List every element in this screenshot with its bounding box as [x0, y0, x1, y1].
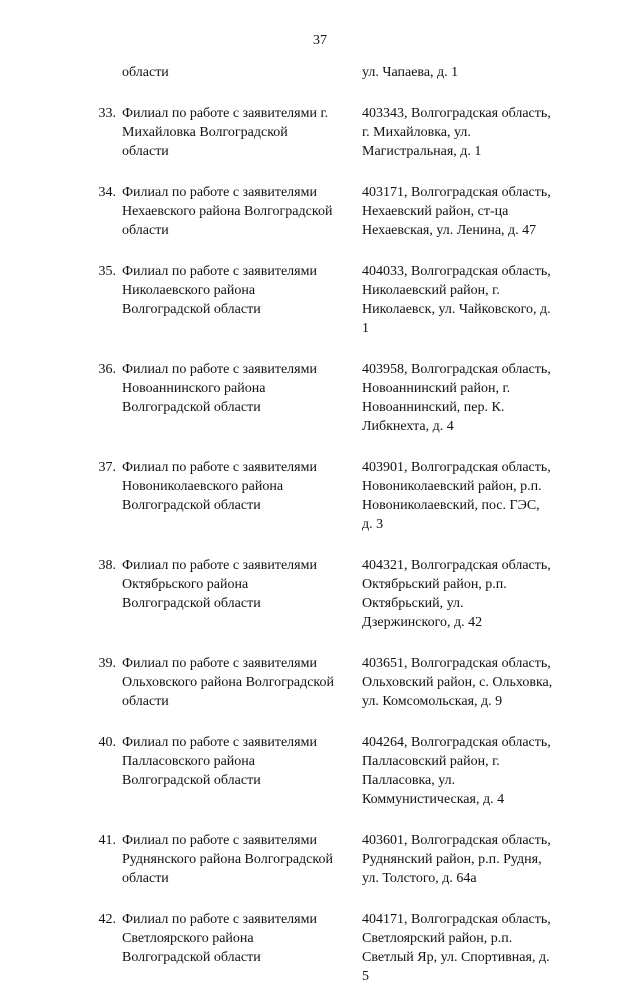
branch-address: 403651, Волгоградская область, Ольховский район, с. Ольховка, ул. Комсомольская, д. 9	[362, 656, 553, 709]
branch-name: Филиал по работе с заявителями Новоаннинского района Волгоградской области	[122, 362, 317, 415]
branch-address: 403171, Волгоградская область, Нехаевский район, ст-ца Нехаевская, ул. Ленина, д. 47	[362, 185, 551, 238]
branch-name: Филиал по работе с заявителями Новониколаевского района Волгоградской области	[122, 460, 317, 513]
branch-address: 404033, Волгоградская область, Николаевский район, г. Николаевск, ул. Чайковского, д. 1	[362, 264, 551, 336]
table-row	[0, 910, 640, 1008]
table-row	[0, 556, 640, 654]
branch-name: Филиал по работе с заявителями Нехаевского района Волгоградской области	[122, 185, 333, 238]
row-number: 38.	[98, 558, 116, 573]
row-number: 40.	[98, 735, 116, 750]
branch-name: Филиал по работе с заявителями Светлоярского района Волгоградской области	[122, 912, 317, 965]
table-row	[0, 63, 640, 104]
table-row	[0, 733, 640, 831]
row-number: 33.	[98, 106, 116, 121]
row-number	[0, 63, 122, 104]
branch-name: области	[122, 65, 169, 80]
row-number: 34.	[98, 185, 116, 200]
branch-name: Филиал по работе с заявителями Октябрьского района Волгоградской области	[122, 558, 317, 611]
branch-name: Филиал по работе с заявителями Николаевского района Волгоградской области	[122, 264, 317, 317]
table-row	[0, 458, 640, 556]
row-number: 36.	[98, 362, 116, 377]
branches-table	[0, 63, 640, 1008]
row-number: 37.	[98, 460, 116, 475]
table-row	[0, 831, 640, 910]
table-row	[0, 360, 640, 458]
table-row	[0, 654, 640, 733]
branch-name: Филиал по работе с заявителями Ольховского района Волгоградской области	[122, 656, 334, 709]
branch-name: Филиал по работе с заявителями Руднянского района Волгоградской области	[122, 833, 333, 886]
table-row	[0, 104, 640, 183]
branch-name: Филиал по работе с заявителями Палласовского района Волгоградской области	[122, 735, 317, 788]
row-number: 41.	[98, 833, 116, 848]
page-number: 37	[313, 33, 327, 48]
branch-address: 404264, Волгоградская область, Палласовский район, г. Палласовка, ул. Коммунистическая, д. 4	[362, 735, 551, 807]
branches-table-body	[0, 63, 640, 1008]
row-number: 39.	[98, 656, 116, 671]
branch-address: 403601, Волгоградская область, Руднянский район, р.п. Рудня, ул. Толстого, д. 64а	[362, 833, 551, 886]
branch-address: 404321, Волгоградская область, Октябрьский район, р.п. Октябрьский, ул. Дзержинского, д. 42	[362, 558, 551, 630]
row-number: 42.	[98, 912, 116, 927]
branch-address: 403958, Волгоградская область, Новоаннинский район, г. Новоаннинский, пер. К. Либкнехта, д. 4	[362, 362, 551, 434]
branch-address: 404171, Волгоградская область, Светлоярский район, р.п. Светлый Яр, ул. Спортивная, д. 5	[362, 912, 551, 984]
table-row	[0, 262, 640, 360]
branch-address: 403343, Волгоградская область, г. Михайловка, ул. Магистральная, д. 1	[362, 106, 551, 159]
row-number: 35.	[98, 264, 116, 279]
branch-address: ул. Чапаева, д. 1	[362, 65, 459, 80]
branch-address: 403901, Волгоградская область, Новониколаевский район, р.п. Новониколаевский, пос. ГЭС, д. 3	[362, 460, 551, 532]
table-row	[0, 183, 640, 262]
branch-name: Филиал по работе с заявителями г. Михайловка Волгоградской области	[122, 106, 329, 159]
